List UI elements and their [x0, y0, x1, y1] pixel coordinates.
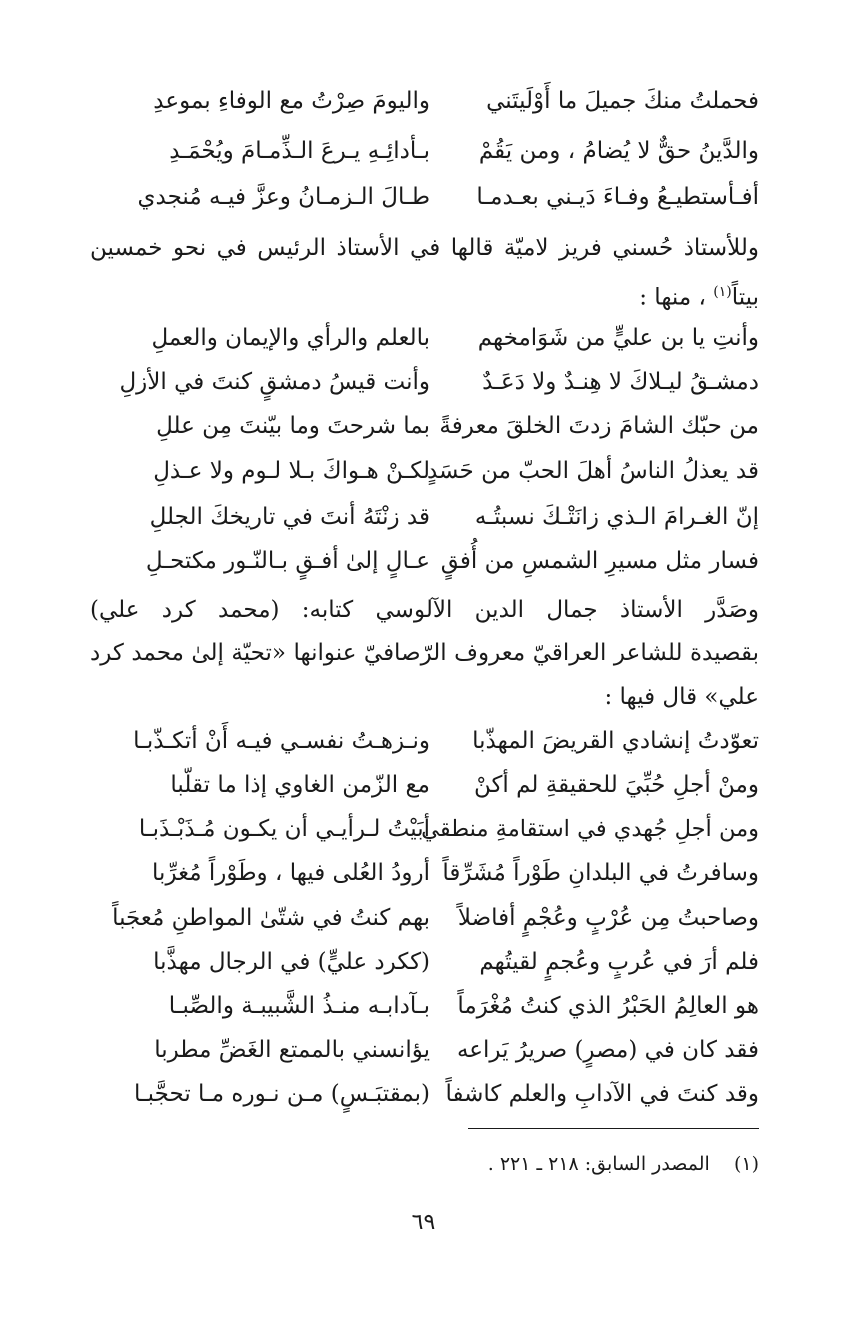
- footnote: [488, 1153, 759, 1175]
- verse-line: [90, 809, 759, 849]
- verse-second-hemistich: ونـزهـتُ نفسـي فيـه أَنْ أتكـذّبـا: [133, 728, 430, 754]
- verse-line: [90, 721, 759, 761]
- verse-second-hemistich: عـالٍ إلىٰ أفـقٍ بـالنّـور مكتحـلِ: [145, 548, 430, 574]
- verse-line: [90, 318, 759, 358]
- verse-line: [90, 765, 759, 805]
- verse-second-hemistich: (ككرد عليٍّ) في الرجال مهذَّبا: [153, 949, 430, 975]
- verse-first-hemistich: ومن أجلِ جُهدي في استقامةِ منطقي: [421, 816, 759, 842]
- prose-line: [90, 272, 759, 318]
- verse-line: [90, 986, 759, 1026]
- verse-second-hemistich: وأنت قيسُ دمشقٍ كنتَ في الأزلِ: [119, 369, 430, 395]
- verse-line: [90, 1030, 759, 1070]
- page-number: ٦٩: [411, 1210, 436, 1235]
- prose-line: علي» قال فيها :: [604, 684, 759, 710]
- verse-second-hemistich: قد زنْتَهُ أنتَ في تاريخكَ الجللِ: [149, 504, 430, 530]
- verse-line: [90, 131, 759, 171]
- verse-line: [90, 1074, 759, 1114]
- verse-first-hemistich: إنّ الغـرامَ الـذي زانَتْـكَ نسبتُـه: [474, 504, 759, 530]
- verse-second-hemistich: (بمقتبَـسٍ) مـن نـوره مـا تحجَّبـا: [133, 1081, 430, 1107]
- footnote-number: (١): [733, 1153, 759, 1175]
- verse-first-hemistich: ومنْ أجلِ حُبِّيَ للحقيقةِ لم أكنْ: [473, 772, 759, 798]
- verse-first-hemistich: هو العالِمُ الحَبْرُ الذي كنتُ مُغْرَماً: [457, 993, 759, 1019]
- verse-second-hemistich: أبَيْتُ لـرأيـي أن يكـون مُـذَبْـذَبـا: [138, 816, 430, 842]
- verse-first-hemistich: وقد كنتَ في الآدابِ والعلم كاشفاً: [445, 1081, 759, 1107]
- prose-text: بيتاً: [731, 284, 759, 311]
- verse-line: [90, 942, 759, 982]
- verse-second-hemistich: بالعلم والرأي والإيمان والعملِ: [151, 325, 430, 351]
- verse-line: [90, 898, 759, 938]
- prose-text: ، منها :: [639, 284, 714, 311]
- verse-first-hemistich: أفـأستطيـعُ وفـاءَ دَيـني بعـدمـا: [476, 184, 759, 210]
- verse-first-hemistich: والدَّينُ حقٌّ لا يُضامُ ، ومن يَقُمْ: [478, 138, 759, 164]
- verse-second-hemistich: طـالَ الـزمـانُ وعزَّ فيـه مُنجدي: [137, 184, 430, 210]
- verse-second-hemistich: يؤانسني بالممتع الغَضِّ مطربا: [154, 1037, 430, 1063]
- verse-first-hemistich: فحملتُ منكَ جميلَ ما أَوْلَيتَني: [486, 88, 759, 114]
- verse-line: [90, 497, 759, 537]
- verse-first-hemistich: دمشـقُ ليـلاكَ لا هِنـدٌ ولا دَعَـدٌ: [482, 369, 759, 395]
- verse-second-hemistich: مع الزّمن الغاوي إذا ما تقلّبا: [170, 772, 430, 798]
- verse-first-hemistich: وسافرتُ في البلدانِ طَوْراً مُشَرِّقاً: [442, 860, 759, 886]
- verse-second-hemistich: بـآدابـه منـذُ الشَّبيبـة والصِّبـا: [168, 993, 430, 1019]
- footnote-divider: [468, 1128, 759, 1129]
- verse-line: [90, 177, 759, 217]
- verse-first-hemistich: فقد كان في (مصرٍ) صريرُ يَراعه: [456, 1037, 759, 1063]
- verse-second-hemistich: واليومَ صِرْتُ مع الوفاءِ بموعدِ: [153, 88, 430, 114]
- verse-first-hemistich: قد يعذلُ الناسُ أهلَ الحبّ من حَسَدٍ: [426, 458, 759, 484]
- verse-second-hemistich: بـأدائِـهِ يـرعَ الـذِّمـامَ ويُحْمَـدِ: [169, 138, 430, 164]
- footnote-reference: (١): [713, 284, 732, 300]
- prose-line: بقصيدة للشاعر العراقيّ معروف الرّصافيّ عنوانها «تحيّة إلىٰ محمد كرد: [90, 640, 759, 666]
- verse-second-hemistich: بهم كنتُ في شتّىٰ المواطنِ مُعجَباً: [112, 905, 430, 931]
- verse-second-hemistich: لكـنْ هـواكَ بـلا لـوم ولا عـذلِ: [153, 458, 430, 484]
- verse-first-hemistich: فسار مثل مسيرِ الشمسِ من أُفقٍ: [440, 548, 759, 574]
- verse-line: [90, 853, 759, 893]
- verse-first-hemistich: وأنتِ يا بن عليٍّ من شَوَامخهم: [477, 325, 759, 351]
- prose-line: وصَدَّر الأستاذ جمال الدين الآلوسي كتابه: (محمد كرد علي): [90, 597, 759, 623]
- footnote-text: المصدر السابق: ٢١٨ ـ ٢٢١ .: [487, 1153, 710, 1175]
- prose-line: وللأستاذ حُسني فريز لاميّة قالها في الأستاذ الرئيس في نحو خمسين: [90, 235, 759, 261]
- verse-line: [90, 451, 759, 491]
- verse-first-hemistich: من حبّك الشامَ زدتَ الخلقَ معرفةً: [439, 413, 759, 439]
- verse-line: [90, 541, 759, 581]
- verse-first-hemistich: فلم أرَ في عُربٍ وعُجمٍ لقيتُهم: [479, 949, 759, 975]
- verse-first-hemistich: وصاحبتُ مِن عُرْبٍ وعُجْمٍ أفاضلاً: [457, 905, 759, 931]
- verse-line: [90, 81, 759, 121]
- verse-first-hemistich: تعوّدتُ إنشادي القريضَ المهذّبا: [472, 728, 759, 754]
- verse-second-hemistich: بما شرحتَ وما بيّنتَ مِن عللِ: [156, 413, 430, 439]
- verse-second-hemistich: أرودُ العُلى فيها ، وطَوْراً مُغرِّبا: [152, 860, 430, 886]
- verse-line: [90, 406, 759, 446]
- verse-line: [90, 362, 759, 402]
